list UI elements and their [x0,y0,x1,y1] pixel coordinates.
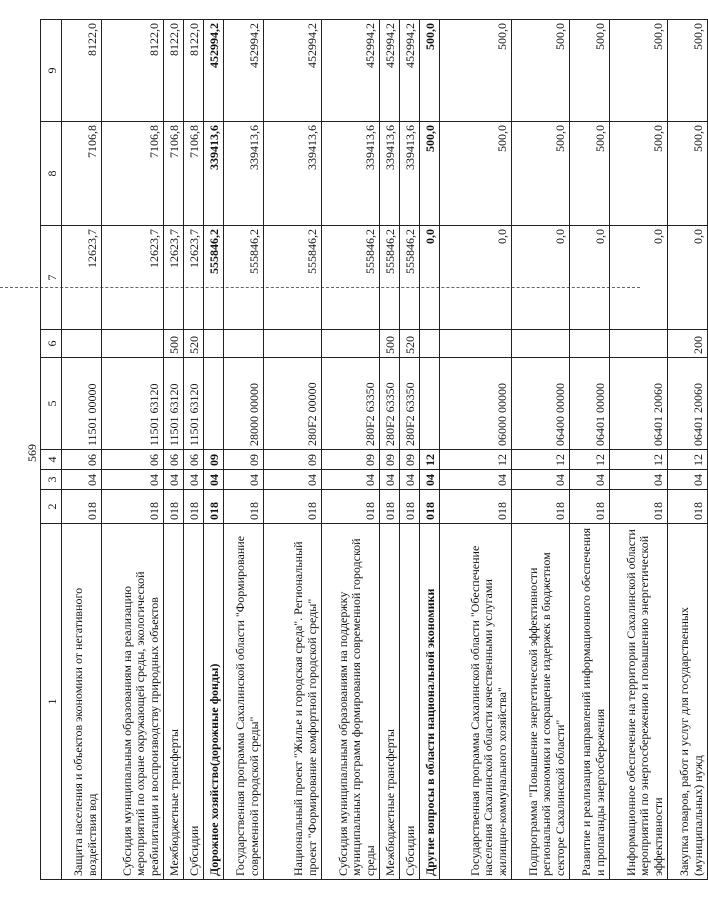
col-header: 4 [41,450,62,470]
table-row [322,20,380,880]
cell-col-9: 452994,2 [264,20,322,122]
cell-col-3: 04 [668,470,708,490]
cell-col-4: 12 [610,450,668,470]
cell-col-6 [102,330,164,358]
table-row [62,20,102,880]
table-row [164,20,184,880]
cell-col-9: 500,0 [610,20,668,122]
cell-col-6: 200 [668,330,708,358]
cell-col-7: 0,0 [610,226,668,330]
cell-col-8: 339413,6 [264,122,322,226]
cell-col-7: 0,0 [668,226,708,330]
cell-col-4: 12 [668,450,708,470]
cell-col-8: 7106,8 [184,122,204,226]
cell-col-9: 452994,2 [322,20,380,122]
cell-col-9: 8122,0 [184,20,204,122]
cell-col-2: 018 [102,490,164,524]
cell-col-8: 339413,6 [322,122,380,226]
cell-col-9: 8122,0 [164,20,184,122]
table-row [610,20,668,880]
cell-col-5: 06000 00000 [440,358,512,450]
table-row [570,20,610,880]
cell-col-3: 04 [62,470,102,490]
cell-col-5: 280F2 00000 [264,358,322,450]
cell-col-3: 04 [380,470,400,490]
cell-col-7: 12623,7 [164,226,184,330]
cell-col-8: 339413,6 [224,122,264,226]
cell-col-7: 555846,2 [204,226,224,330]
cell-col-9: 8122,0 [62,20,102,122]
cell-col-3: 04 [570,470,610,490]
cell-col-5: 11501 63120 [184,358,204,450]
cell-col-2: 018 [668,490,708,524]
cell-col-2: 018 [380,490,400,524]
cell-col-8: 500,0 [420,122,440,226]
cell-col-9: 500,0 [420,20,440,122]
cell-col-7: 12623,7 [102,226,164,330]
cell-col-8: 7106,8 [164,122,184,226]
cell-col-6 [570,330,610,358]
cell-col-2: 018 [184,490,204,524]
cell-col-6 [224,330,264,358]
table-row [184,20,204,880]
cell-col-4: 09 [264,450,322,470]
cell-col-2: 018 [440,490,512,524]
row-name: Субсидия муниципальным образованиям на поддержку муниципальных программ формирования современной городской среды [322,524,380,880]
cell-col-6 [322,330,380,358]
cell-col-8: 7106,8 [62,122,102,226]
cell-col-6 [420,330,440,358]
cell-col-3: 04 [184,470,204,490]
cell-col-4: 09 [204,450,224,470]
cell-col-7: 555846,2 [322,226,380,330]
cell-col-2: 018 [224,490,264,524]
table-row [264,20,322,880]
row-name: Межбюджетные трансферты [380,524,400,880]
cell-col-7: 555846,2 [380,226,400,330]
cell-col-3: 04 [224,470,264,490]
page-number: 569 [24,444,39,462]
cell-col-9: 452994,2 [204,20,224,122]
cell-col-4: 06 [184,450,204,470]
cell-col-6: 520 [400,330,420,358]
cell-col-2: 018 [420,490,440,524]
budget-table [40,19,708,880]
cell-col-8: 500,0 [570,122,610,226]
table-row [380,20,400,880]
table-row [224,20,264,880]
col-header: 3 [41,470,62,490]
cell-col-3: 04 [400,470,420,490]
cell-col-6: 500 [380,330,400,358]
cell-col-5: 280F2 63350 [322,358,380,450]
cell-col-7: 0,0 [420,226,440,330]
cell-col-3: 04 [322,470,380,490]
cell-col-5: 06400 00000 [512,358,570,450]
cell-col-2: 018 [204,490,224,524]
row-name: Государственная программа Сахалинской области "Обеспечение населения Сахалинской области качественными услугами жилищно-коммунального хозяйства" [440,524,512,880]
cell-col-5: 11501 63120 [102,358,164,450]
table-row [420,20,440,880]
cell-col-8: 500,0 [610,122,668,226]
table-row [400,20,420,880]
cell-col-9: 452994,2 [400,20,420,122]
cell-col-2: 018 [512,490,570,524]
cell-col-8: 500,0 [668,122,708,226]
cell-col-6 [264,330,322,358]
cell-col-6 [62,330,102,358]
cell-col-7: 555846,2 [224,226,264,330]
table-row [102,20,164,880]
cell-col-6 [610,330,668,358]
row-name: Национальный проект "Жилье и городская среда". Региональный проект "Формирование комфортной городской среды" [264,524,322,880]
cell-col-8: 500,0 [512,122,570,226]
cell-col-5: 06401 00000 [570,358,610,450]
row-name: Другие вопросы в области национальной экономики [420,524,440,880]
cell-col-6: 520 [184,330,204,358]
cell-col-3: 04 [102,470,164,490]
cell-col-4: 06 [102,450,164,470]
cell-col-4: 12 [512,450,570,470]
cell-col-7: 555846,2 [264,226,322,330]
cell-col-5: 06401 20060 [668,358,708,450]
cell-col-4: 12 [420,450,440,470]
row-name: Подпрограмма "Повышение энергетической эффективности региональной экономики и сокращение издержек в бюджетном секторе Сахалинской области" [512,524,570,880]
cell-col-6 [440,330,512,358]
table-row [204,20,224,880]
col-header: 8 [41,122,62,226]
cell-col-2: 018 [264,490,322,524]
row-name: Субсидии [184,524,204,880]
cell-col-3: 04 [420,470,440,490]
cell-col-4: 09 [322,450,380,470]
col-header: 9 [41,20,62,122]
cell-col-2: 018 [400,490,420,524]
row-name: Развитие и реализация направлений информационного обеспечения и пропаганды энергосбережения [570,524,610,880]
row-name: Государственная программа Сахалинской области "Формирование современной городской среды" [224,524,264,880]
cell-col-4: 06 [164,450,184,470]
cell-col-2: 018 [62,490,102,524]
table-row [512,20,570,880]
cell-col-5: 280F2 63350 [380,358,400,450]
cell-col-2: 018 [610,490,668,524]
cell-col-6 [204,330,224,358]
row-name: Защита населения и объектов экономики от негативного воздействия вод [62,524,102,880]
cell-col-5: 11501 00000 [62,358,102,450]
row-name: Субсидии [400,524,420,880]
cell-col-8: 7106,8 [102,122,164,226]
table-row [440,20,512,880]
row-name: Закупка товаров, работ и услуг для государственных (муниципальных) нужд [668,524,708,880]
cell-col-9: 500,0 [668,20,708,122]
cell-col-2: 018 [570,490,610,524]
cell-col-3: 04 [204,470,224,490]
cell-col-3: 04 [512,470,570,490]
cell-col-4: 09 [224,450,264,470]
cell-col-8: 500,0 [440,122,512,226]
cell-col-7: 555846,2 [400,226,420,330]
cell-col-7: 0,0 [512,226,570,330]
row-name: Дорожное хозяйство(дорожные фонды) [204,524,224,880]
cell-col-6: 500 [164,330,184,358]
row-name: Субсидия муниципальным образованиям на реализацию мероприятий по охране окружающей среды, экологической реабилитации и воспроизводству природных объектов [102,524,164,880]
cell-col-3: 04 [440,470,512,490]
cell-col-9: 452994,2 [380,20,400,122]
cell-col-4: 06 [62,450,102,470]
cell-col-8: 339413,6 [204,122,224,226]
cell-col-9: 500,0 [570,20,610,122]
cell-col-3: 04 [164,470,184,490]
cell-col-8: 339413,6 [400,122,420,226]
cell-col-5: 280F2 63350 [400,358,420,450]
cell-col-7: 0,0 [570,226,610,330]
row-name: Информационное обеспечение на территории Сахалинской области мероприятий по энергосбережению и повышению энергетической эффективности [610,524,668,880]
cell-col-6 [512,330,570,358]
col-header: 1 [41,524,62,880]
cell-col-2: 018 [164,490,184,524]
table-row [668,20,708,880]
cell-col-9: 452994,2 [224,20,264,122]
row-name: Межбюджетные трансферты [164,524,184,880]
cell-col-4: 12 [440,450,512,470]
cell-col-4: 09 [380,450,400,470]
cell-col-7: 0,0 [440,226,512,330]
cell-col-9: 8122,0 [102,20,164,122]
rotated-page [40,20,706,880]
cell-col-5: 06401 20060 [610,358,668,450]
cell-col-9: 500,0 [440,20,512,122]
cell-col-5 [420,358,440,450]
cell-col-7: 12623,7 [184,226,204,330]
cell-col-7: 12623,7 [62,226,102,330]
cell-col-3: 04 [264,470,322,490]
cell-col-5: 28000 00000 [224,358,264,450]
col-header: 6 [41,330,62,358]
cell-col-2: 018 [322,490,380,524]
col-header: 2 [41,490,62,524]
cell-col-5: 11501 63120 [164,358,184,450]
cell-col-4: 12 [570,450,610,470]
cell-col-4: 09 [400,450,420,470]
header-row [41,20,62,880]
cell-col-5 [204,358,224,450]
col-header: 5 [41,358,62,450]
cell-col-3: 04 [610,470,668,490]
table-body [41,20,708,880]
col-header: 7 [41,226,62,330]
cell-col-8: 339413,6 [380,122,400,226]
cell-col-9: 500,0 [512,20,570,122]
